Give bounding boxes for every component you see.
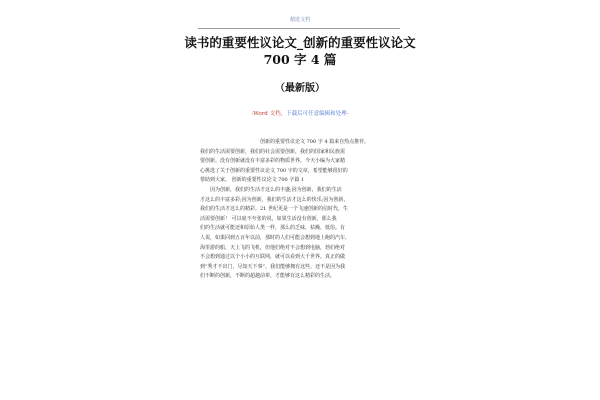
body-line: 活需要创新！ 可以毫不夸张的说，如果生活没有创新，那么我 [200, 215, 337, 222]
header-tag: 精选文档 [289, 17, 310, 23]
editable-note [0, 109, 600, 117]
body-line: 我们的生活需要创新，我们的社会需要创新，我们的国家和民族需 [200, 148, 346, 155]
version-label: （最新版） [275, 83, 325, 94]
document-title [150, 34, 450, 68]
note-prefix: -Word 文档， [251, 111, 287, 117]
body-line: 我们的生活才这么的精彩。21 世纪更是一个飞速创新的信时代，生 [200, 206, 348, 213]
document-title-line-2: 700 字 4 篇 [263, 52, 337, 67]
header-divider [198, 28, 400, 29]
note-highlight: 下载后可任意编辑和处理 [286, 111, 347, 117]
body-line: 要创新。没有创新就没有丰富多彩的物质世界。今天小编为大家精 [200, 158, 346, 165]
document-title-line-1: 读书的重要性议论文_创新的重要性议论文 [184, 35, 416, 50]
body-line: 人说，如果回到五百年以前，那时的人们可能会想到地上跑的汽车， [200, 234, 351, 241]
body-line: 海里游的船，天上飞的飞机，但他们绝对不会想到电脑，勃们绝对 [200, 244, 346, 251]
body-line: 因为创新，我们的生活才这么的丰盛;因为创新，我们的生活 [210, 186, 342, 193]
document-body [200, 138, 400, 282]
note-suffix: - [346, 111, 349, 117]
body-line: 创新的重要性议论文 700 字 4 篇来自热点推荐。 [260, 139, 370, 145]
body-line: 帮助到大家。 创新的重要性议论文 700 字篇 1 [200, 177, 305, 184]
body-line: 到“秀才不出门，尽知天下事”。我们能够拥有这些，还不是因为我 [200, 263, 346, 270]
body-line: 们不断的创新，不断的超越前辈，才能够有这么精彩的生活。 [200, 273, 336, 280]
body-line: 们的生活就可能还和原始人类一样，那么的乏味，枯燥，低俗。有 [200, 225, 346, 232]
body-line: 不会想到通过以个小小的互联网，就可以看到大千世界。真正的做 [200, 254, 346, 261]
body-line: 才这么的丰富多彩;因为创新，我们的生活才这么的快乐;因为创新， [200, 196, 349, 203]
body-line: 心挑选了关于创新的重要性议论文 700 字的文章，希望能够很好的 [200, 167, 348, 174]
